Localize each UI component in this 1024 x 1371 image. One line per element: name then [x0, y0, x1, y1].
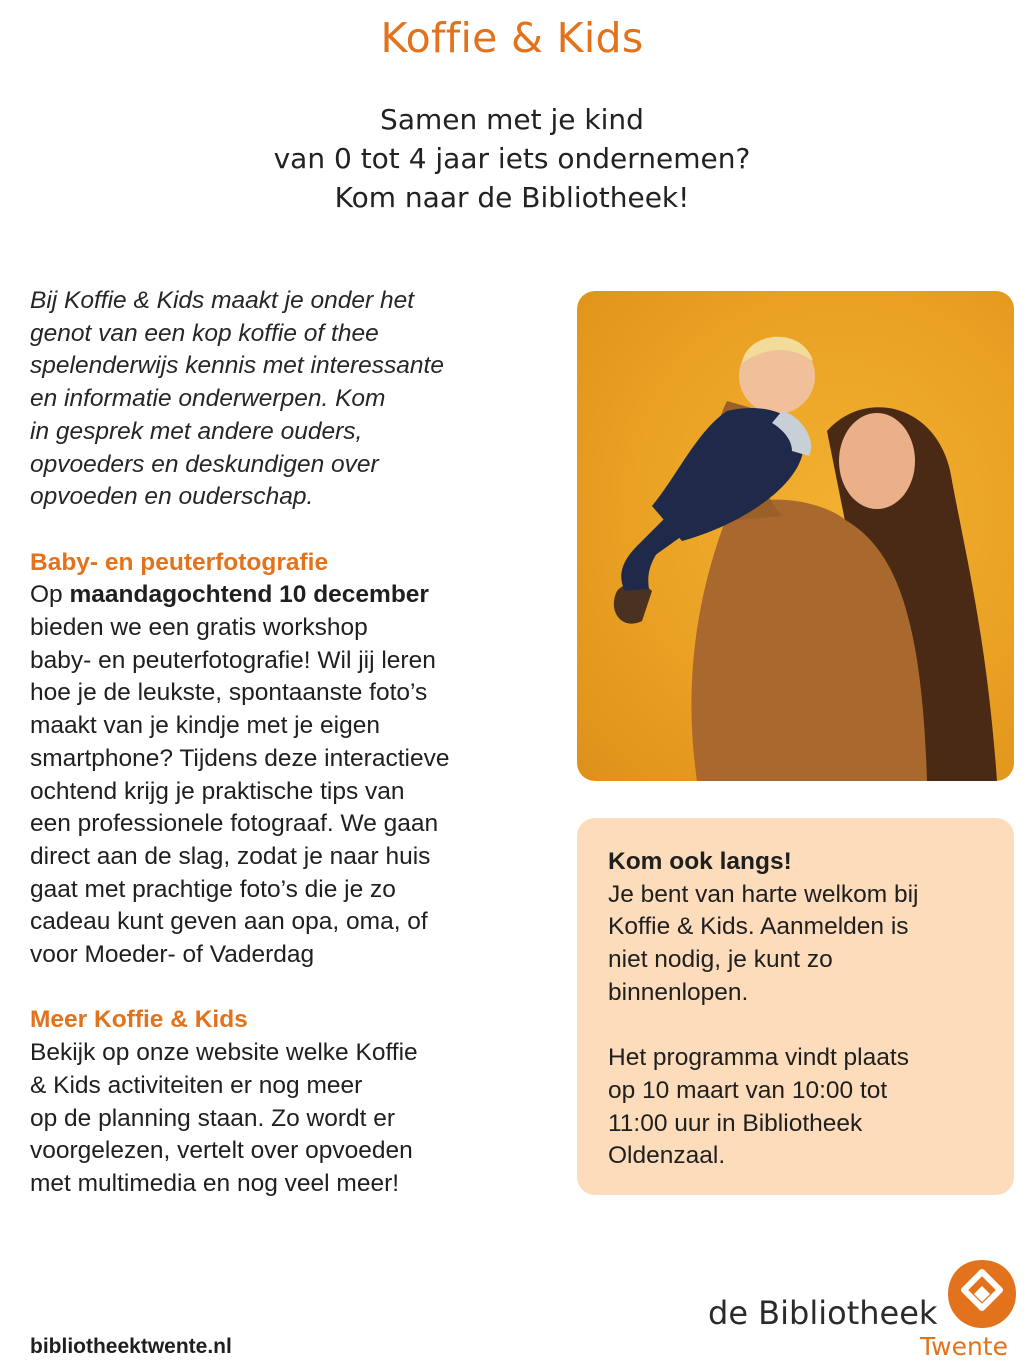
meer-line: & Kids activiteiten er nog meer — [30, 1071, 363, 1099]
mother-lifting-toddler-photo — [577, 291, 1014, 781]
workshop-date-prefix: Op — [30, 581, 70, 609]
workshop-date: maandagochtend 10 december — [69, 581, 429, 609]
info-line: binnenlopen. — [608, 978, 749, 1006]
intro-line: opvoeders en deskundigen over — [30, 450, 379, 478]
workshop-line: cadeau kunt geven aan opa, oma, of — [30, 908, 428, 936]
info-line: Koffie & Kids. Aanmelden is — [608, 913, 909, 941]
workshop-line: maakt van je kindje met je eigen — [30, 712, 380, 740]
intro-line: in gesprek met andere ouders, — [30, 417, 363, 445]
website-link[interactable]: bibliotheektwente.nl — [30, 1335, 232, 1358]
main-text-column — [30, 285, 570, 1233]
page-title: Koffie & Kids — [380, 14, 644, 62]
workshop-line: baby- en peuterfotografie! Wil jij leren — [30, 646, 436, 674]
workshop-line: hoe je de leukste, spontaanste foto’s — [30, 679, 428, 707]
intro-line: genot van een kop koffie of thee — [30, 319, 379, 347]
info-line: niet nodig, je kunt zo — [608, 946, 833, 974]
meer-section — [30, 1004, 570, 1200]
info-line: 11:00 uur in Bibliotheek — [608, 1109, 863, 1137]
meer-heading: Meer Koffie & Kids — [30, 1006, 248, 1034]
info-line: Je bent van harte welkom bij — [608, 880, 919, 908]
info-line: op 10 maart van 10:00 tot — [608, 1076, 888, 1104]
workshop-line: direct aan de slag, zodat je naar huis — [30, 842, 431, 870]
workshop-line: smartphone? Tijdens deze interactieve — [30, 744, 450, 772]
subtitle-line: Samen met je kind — [380, 103, 644, 136]
meer-line: met multimedia en nog veel meer! — [30, 1169, 400, 1197]
workshop-line: gaat met prachtige foto’s die je zo — [30, 875, 396, 903]
meer-line: Bekijk op onze website welke Koffie — [30, 1039, 418, 1067]
workshop-heading: Baby- en peuterfotografie — [30, 548, 329, 576]
subtitle-line: Kom naar de Bibliotheek! — [334, 181, 690, 214]
intro-line: en informatie onderwerpen. Kom — [30, 385, 386, 413]
intro-line: Bij Koffie & Kids maakt je onder het — [30, 287, 415, 314]
workshop-date-line — [30, 579, 570, 612]
meer-line: op de planning staan. Zo wordt er — [30, 1104, 396, 1132]
workshop-line: een professionele fotograaf. We gaan — [30, 810, 439, 838]
info-box — [577, 818, 1014, 1195]
meer-line: voorgelezen, vertelt over opvoeden — [30, 1137, 413, 1165]
info-line: Het programma vindt plaats — [608, 1044, 909, 1072]
workshop-line: ochtend krijg je praktische tips van — [30, 777, 405, 805]
info-heading: Kom ook langs! — [608, 848, 792, 875]
bibliotheek-logo-icon — [946, 1258, 1018, 1330]
info-gap — [608, 1010, 994, 1043]
photo-illustration — [577, 291, 1014, 781]
subtitle-line: van 0 tot 4 jaar iets ondernemen? — [273, 142, 751, 175]
intro-line: opvoeden en ouderschap. — [30, 483, 314, 511]
logo-name: de Bibliotheek — [708, 1294, 938, 1332]
workshop-section — [30, 547, 570, 972]
bibliotheek-logo — [708, 1258, 1018, 1368]
intro-paragraph — [30, 285, 570, 514]
logo-region: Twente — [920, 1332, 1008, 1361]
info-line: Oldenzaal. — [608, 1142, 726, 1170]
workshop-line: bieden we een gratis workshop — [30, 614, 368, 642]
workshop-line: voor Moeder- of Vaderdag — [30, 941, 315, 969]
subtitle — [0, 100, 1024, 217]
intro-line: spelenderwijs kennis met interessante — [30, 352, 444, 380]
